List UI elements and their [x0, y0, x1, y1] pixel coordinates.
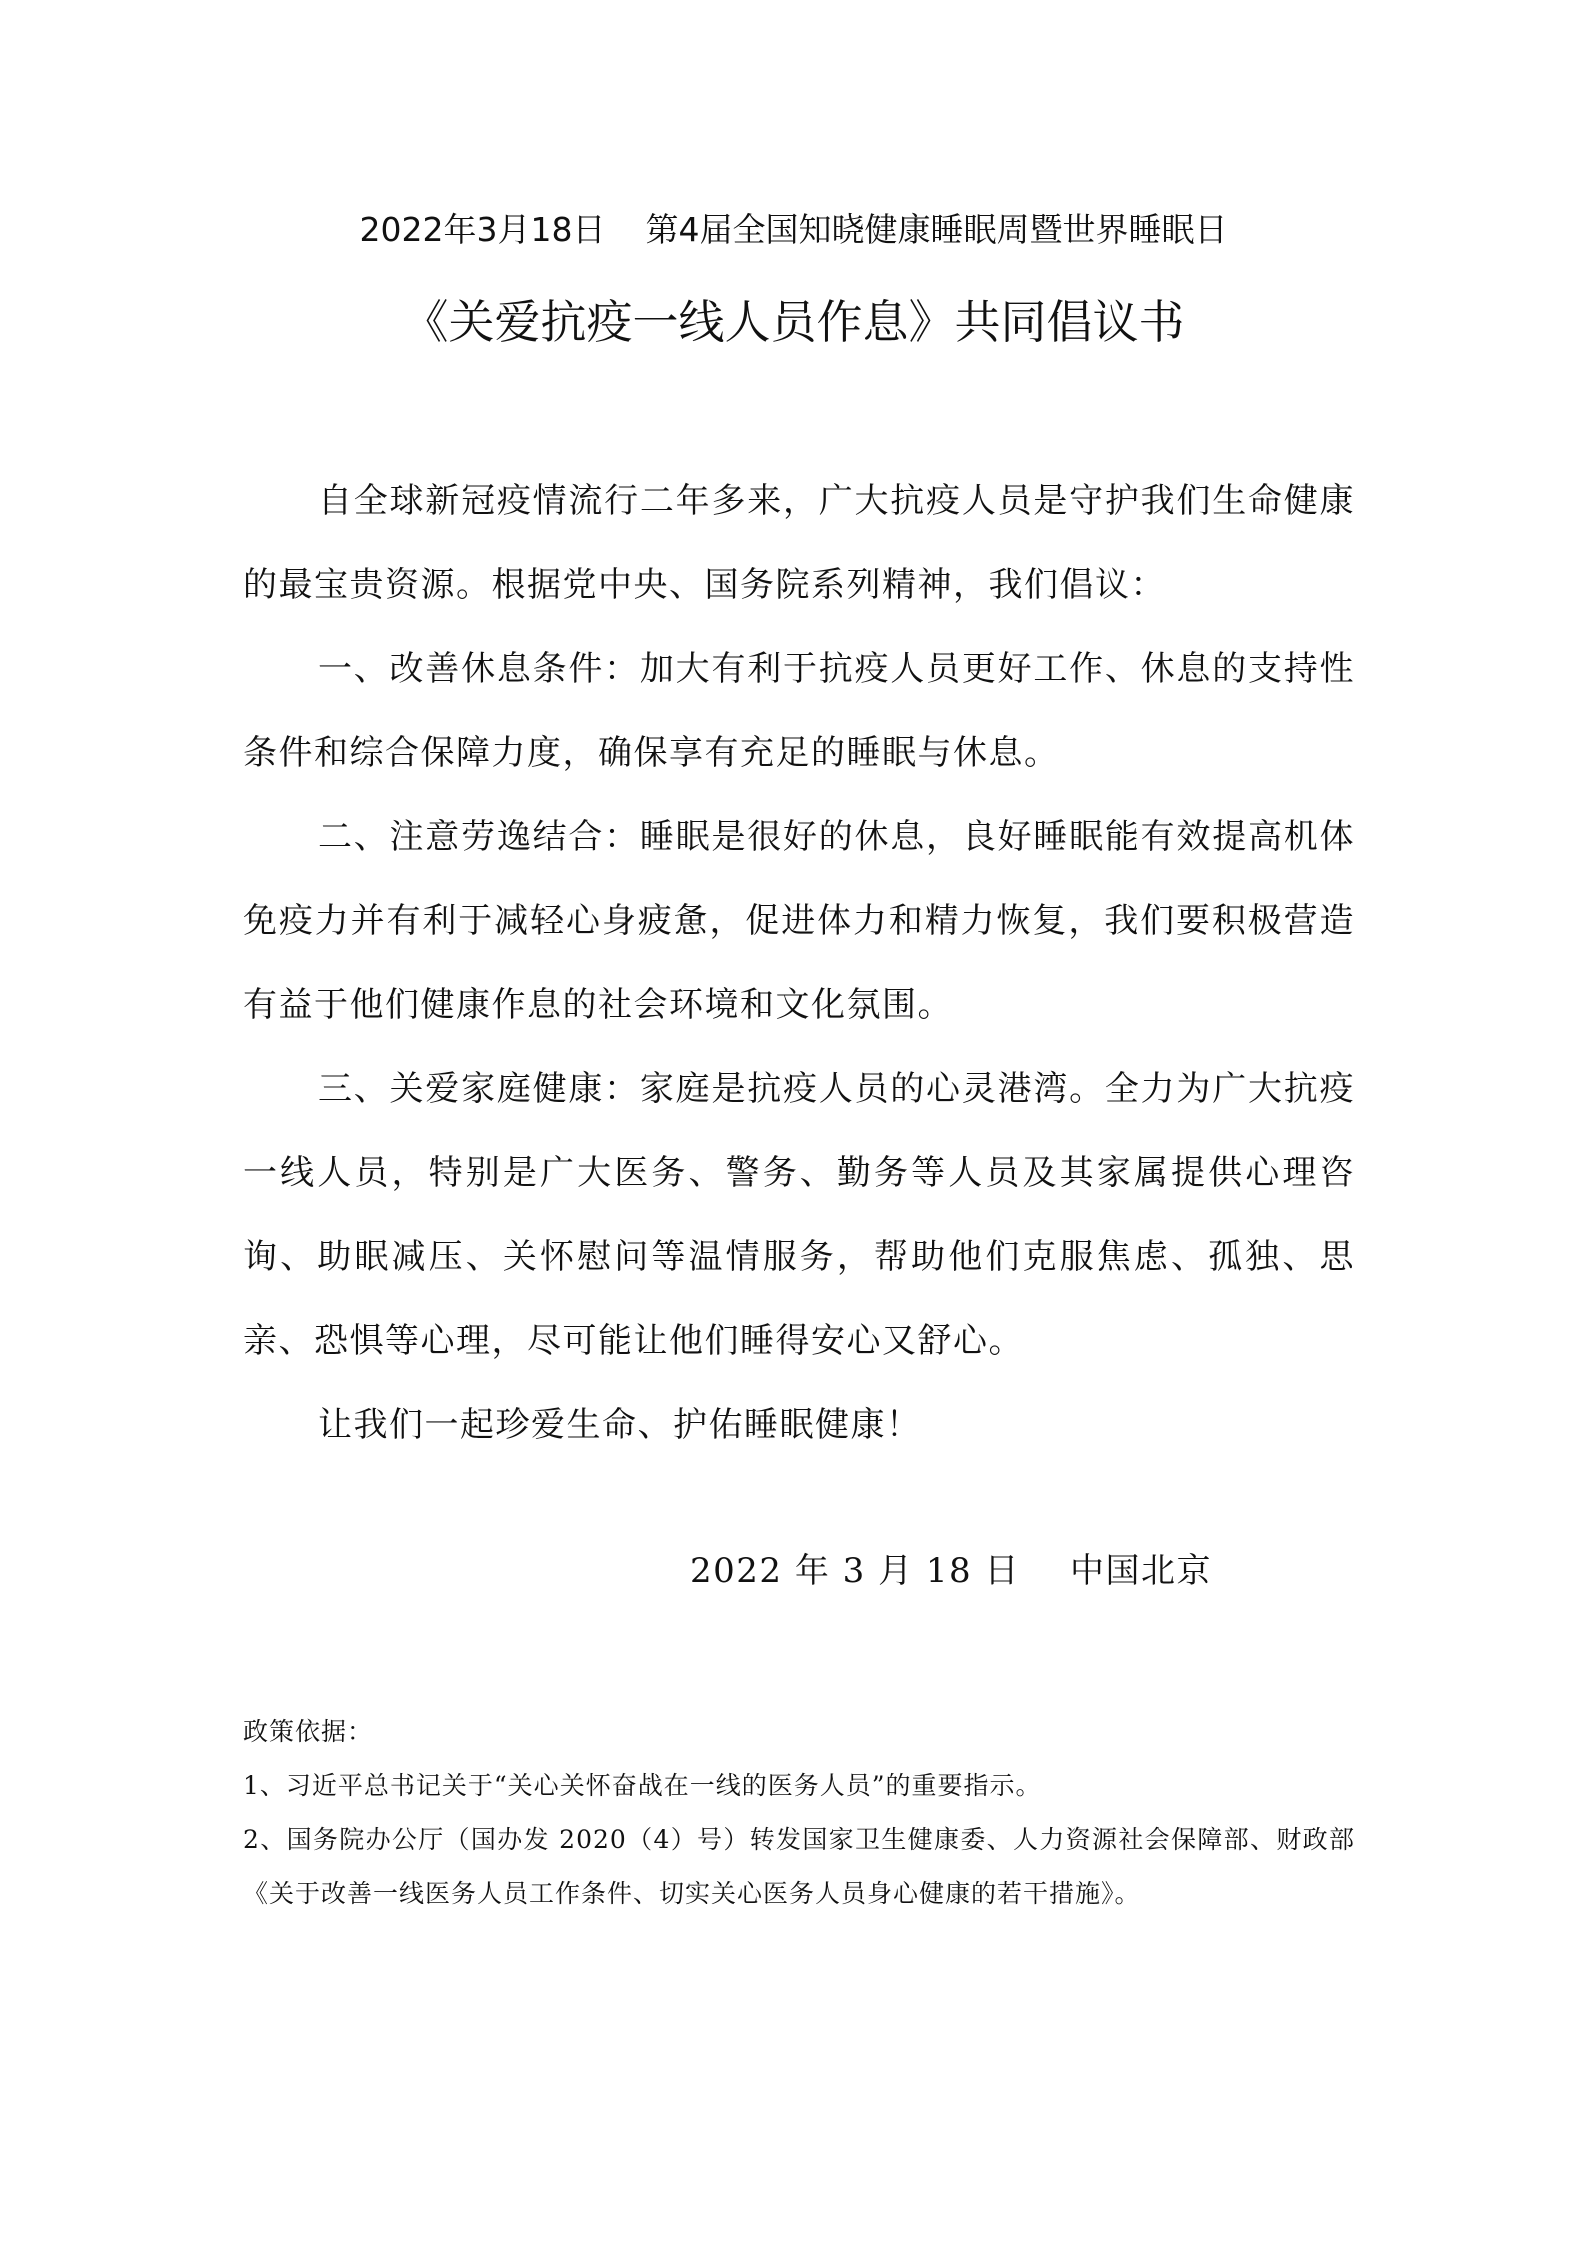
header-line: [0, 205, 1587, 255]
header-date: 2022年3月18日: [359, 210, 606, 249]
closing-paragraph: 让我们一起珍爱生命、护佑睡眠健康！: [318, 1405, 922, 1445]
signature-line: [690, 1543, 1212, 1599]
proposal-item-1: 一、改善休息条件：加大有利于抗疫人员更好工作、休息的支持性条件和综合保障力度，确保享有充足的睡眠与休息。: [243, 649, 1355, 773]
document-title: 《关爱抗疫一线人员作息》共同倡议书: [402, 295, 1185, 349]
policy-title: 政策依据：: [243, 1717, 374, 1746]
document-body: [243, 459, 1355, 1467]
intro-paragraph: 自全球新冠疫情流行二年多来，广大抗疫人员是守护我们生命健康的最宝贵资源。根据党中央、国务院系列精神，我们倡议：: [243, 481, 1355, 605]
proposal-item-2: 二、注意劳逸结合：睡眠是很好的休息，良好睡眠能有效提高机体免疫力并有利于减轻心身疲惫，促进体力和精力恢复，我们要积极营造有益于他们健康作息的社会环境和文化氛围。: [243, 817, 1355, 1025]
proposal-item-3: 三、关爱家庭健康：家庭是抗疫人员的心灵港湾。全力为广大抗疫一线人员，特别是广大医务、警务、勤务等人员及其家属提供心理咨询、助眠减压、关怀慰问等温情服务，帮助他们克服焦虑、孤独、思亲、恐惧等心理，尽可能让他们睡得安心又舒心。: [243, 1069, 1355, 1361]
signature-place: 中国北京: [1069, 1551, 1212, 1591]
signature-date: 2022 年 3 月 18 日: [690, 1551, 1020, 1591]
policy-item-1: 1、习近平总书记关于“关心关怀奋战在一线的医务人员”的重要指示。: [243, 1771, 1042, 1800]
policy-item-2: 2、国务院办公厅（国办发 2020（4）号）转发国家卫生健康委、人力资源社会保障部、财政部《关于改善一线医务人员工作条件、切实关心医务人员身心健康的若干措施》。: [243, 1825, 1355, 1908]
policy-section: [243, 1705, 1355, 1921]
header-event: 第4届全国知晓健康睡眠周暨世界睡眠日: [645, 210, 1228, 249]
